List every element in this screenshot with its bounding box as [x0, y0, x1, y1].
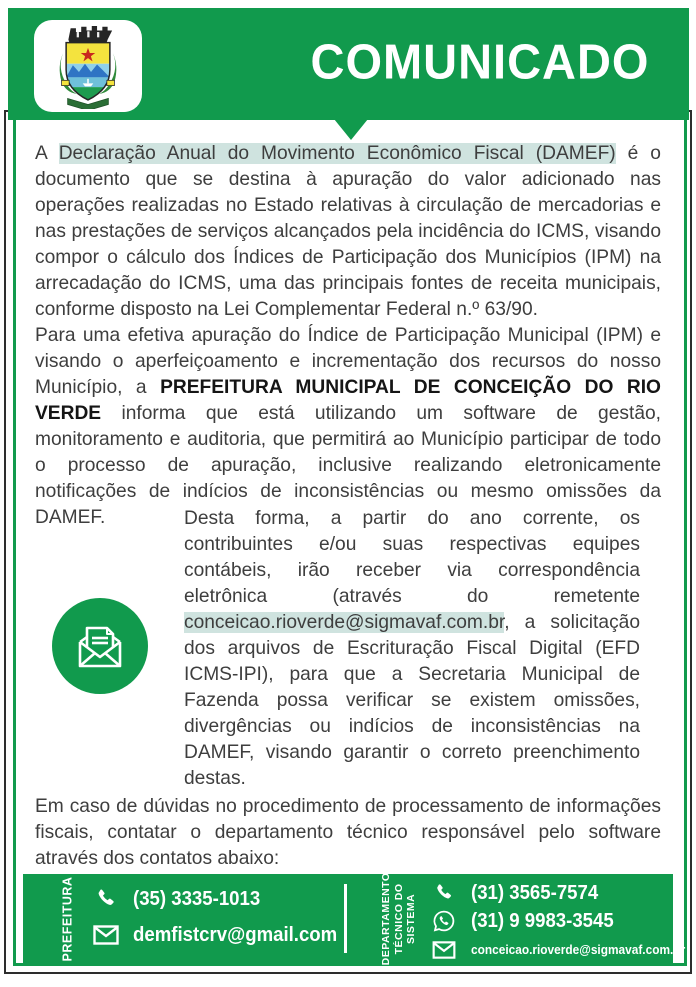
coat-of-arms-icon	[49, 23, 127, 109]
footer-divider	[344, 884, 347, 953]
p2-text: Para uma efetiva apuração do Índice de Participação Municipal (IPM) e visando o aperfeiçoamento e incrementação dos recursos do nosso Município, a	[35, 325, 661, 398]
paragraph-contato: Em caso de dúvidas no procedimento de processamento de informações fiscais, contatar o departamento técnico responsável pelo software através dos contatos abaixo:	[35, 796, 661, 869]
phone-icon	[93, 886, 119, 912]
p1-text-cont: é o documento que se destina à apuração do valor adicionado nas operações realizadas no Estado relativas à circulação de mercadorias e nas prestações de serviços alcançados pela incidência do ICMS, visando compor o cálculo dos Índices de Participação dos Municípios (IPM) na arrecadação do ICMS, uma das principais fontes de receita municipais, conforme disposto na Lei Complementar Federal n.º 63/90.	[35, 143, 661, 320]
footer-left-section-label	[37, 874, 97, 963]
departamento-vertical-label: DEPARTAMENTO TÉCNICO DO SISTEMA	[380, 872, 418, 965]
envelope-icon	[93, 922, 119, 948]
p3-text-cont: , a solicitação dos arquivos de Escrituração Fiscal Digital (EFD ICMS-IPI), para que a Secretaria Municipal de Fazenda possa verificar se existem omissões, divergências ou indícios de inconsistências na DAMEF, visando garantir o correto preenchimento destas.	[184, 612, 640, 789]
footer-right-phone-row	[431, 880, 608, 906]
footer-right-email: conceicao.rioverde@sigmavaf.com.br	[471, 943, 686, 957]
paragraph-prefeitura-info	[35, 323, 661, 531]
header-pointer-icon	[334, 119, 368, 140]
p1-text: A	[35, 143, 59, 164]
logo-panel	[34, 20, 142, 112]
open-mail-icon	[52, 598, 148, 694]
prefeitura-vertical-label: PREFEITURA	[60, 876, 74, 961]
footer-left-email: demfistcrv@gmail.com	[133, 923, 338, 946]
p2-bold-text: PREFEITURA MUNICIPAL DE CONCEIÇÃO DO RIO VERDE	[35, 377, 661, 424]
p1-highlighted-text: Declaração Anual do Movimento Econômico Fiscal (DAMEF)	[58, 143, 616, 164]
footer-right-phone: (31) 3565-7574	[471, 881, 599, 904]
whatsapp-icon	[431, 908, 457, 934]
page-title: COMUNICADO	[310, 33, 650, 90]
header-band	[8, 8, 689, 120]
footer-left-email-row	[93, 922, 353, 948]
p3-email-highlight: conceicao.rioverde@sigmavaf.com.br	[184, 612, 505, 633]
footer-right-whatsapp: (31) 9 9983-3545	[471, 909, 614, 932]
footer-left-phone: (35) 3335-1013	[133, 887, 261, 910]
paragraph-correspondencia	[184, 506, 640, 792]
footer-right-whatsapp-row	[431, 908, 624, 934]
p3-text: Desta forma, a partir do ano corrente, os contribuintes e/ou suas respectivas equipes contábeis, irão receber via correspondência eletrônica (através do remetente	[184, 508, 640, 607]
phone-icon	[431, 880, 457, 906]
p2-text-cont: informa que está utilizando um software de gestão, monitoramento e auditoria, que permitirá ao Município participar de todo o processo de apuração, inclusive realizando eletronicamente notificações de indícios de inconsistências ou mesmo omissões da DAMEF.	[35, 403, 661, 528]
footer-right-email-row	[431, 937, 696, 963]
envelope-icon	[431, 937, 457, 963]
footer-band	[23, 872, 686, 965]
paragraph-damef-definition	[35, 141, 661, 323]
footer-left-phone-row	[93, 886, 270, 912]
